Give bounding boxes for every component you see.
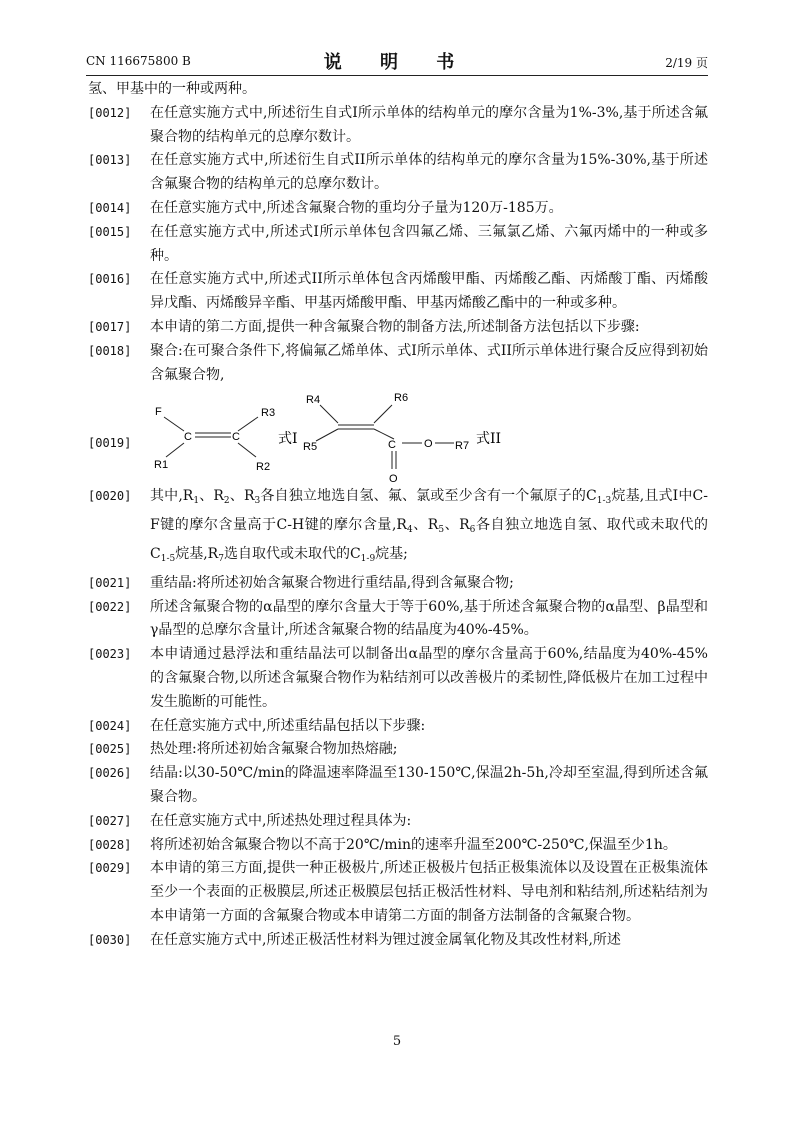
header-rule [86,75,708,76]
paragraph-number: [0024] [88,718,132,733]
atom-R1: R1 [154,459,169,472]
paragraph-text: 在任意实施方式中,所述重结晶包括以下步骤: [150,717,426,734]
paragraph-text: 在任意实施方式中,所述含氟聚合物的重均分子量为120万-185万。 [150,199,563,216]
paragraph-number: [0013] [88,153,132,168]
paragraph-number: [0029] [88,861,132,876]
atom-C: C [232,431,240,444]
atom-R3: R3 [261,407,276,420]
paragraph-text: 在任意实施方式中,所述正极活性材料为锂过渡金属氧化物及其改性材料,所述 [150,931,621,948]
paragraph-0014 [88,197,708,221]
atom-R6: R6 [394,392,409,405]
atom-R5: R5 [303,441,318,454]
atom-R7: R7 [455,440,470,453]
paragraph-number: [0018] [88,343,132,358]
bond-line [374,429,394,439]
label-formula-I: 式I [278,431,298,448]
paragraph-number: [0021] [88,575,132,590]
paragraph-0030 [88,929,708,953]
paragraph-text: 在任意实施方式中,所述衍生自式I所示单体的结构单元的摩尔含量为1%-3%,基于所述含氟聚合物的结构单元的总摩尔数计。 [150,104,708,145]
paragraph-text: 在任意实施方式中,所述式I所示单体包含四氟乙烯、三氟氯乙烯、六氟丙烯中的一种或多种。 [150,223,708,264]
page-indicator: 2/19 页 [665,56,708,70]
atom-O: O [424,438,433,451]
paragraph-text: 所述含氟聚合物的α晶型的摩尔含量大于等于60%,基于所述含氟聚合物的α晶型、β晶型和γ晶型的总摩尔含量计,所述含氟聚合物的结晶度为40%-45%。 [150,598,708,639]
paragraph-0029 [88,857,708,928]
paragraph-number: [0027] [88,813,132,828]
bond-line [238,417,258,431]
paragraph-0026 [88,762,708,810]
paragraph-number: [0030] [88,932,132,947]
paragraph-number: [0023] [88,647,132,662]
paragraph-number: [0020] [88,489,132,504]
paragraph-text: 重结晶:将所述初始含氟聚合物进行重结晶,得到含氟聚合物; [150,574,514,591]
bond-line [320,405,338,423]
paragraph-number: [0025] [88,742,132,757]
structural-formula [148,389,618,485]
atom-R2: R2 [256,461,271,474]
atom-C: C [388,439,396,452]
bond-line [316,429,338,441]
bond-line [166,443,184,457]
atom-C: C [184,431,192,444]
paragraph-text: 将所述初始含氟聚合物以不高于20℃/min的速率升温至200℃-250℃,保温至少1h。 [150,836,677,853]
paragraph-0028 [88,834,708,858]
paragraph-text: 本申请的第三方面,提供一种正极极片,所述正极极片包括正极集流体以及设置在正极集流体至少一个表面的正极膜层,所述正极膜层包括正极活性材料、导电剂和粘结剂,所述粘结剂为本申请第一方面的含氟聚合物或本申请第二方面的制备方法制备的含氟聚合物。 [150,860,708,924]
paragraph-number: [0015] [88,224,132,239]
bond-line [238,443,256,457]
bond-line [164,417,184,431]
paragraph-text: 聚合:在可聚合条件下,将偏氟乙烯单体、式I所示单体、式II所示单体进行聚合反应得到初始含氟聚合物, [150,342,708,383]
paragraph-number: [0019] [88,436,132,451]
paragraph-0016 [88,268,708,316]
paragraph-number: [0028] [88,837,132,852]
patent-number: CN 116675800 B [86,54,191,68]
paragraph-0015 [88,221,708,269]
paragraph-0013 [88,149,708,197]
paragraph-text: 结晶:以30-50℃/min的降温速率降温至130-150℃,保温2h-5h,冷却至室温,得到所述含氟聚合物。 [150,765,708,805]
document-body [88,78,708,953]
paragraph-text: 热处理:将所述初始含氟聚合物加热熔融; [150,741,398,758]
paragraph-0023 [88,643,708,714]
chemical-formula-block [88,389,708,485]
bond-line [374,405,392,423]
paragraph-number: [0014] [88,200,132,215]
paragraph-0025 [88,738,708,762]
page-number: 5 [392,1034,402,1049]
paragraph-text: 其中$,R_1$、$R_2$、$R_3$各自独立地选自氢、氟、氯或至少含有一个氟原子的$C_{1-3}$烷基,且式I中C-F键的摩尔含量高于C-H键的摩尔含量$,R_4$、$R_5$、$R_6$各自独立地选自氢、取代或未取代的$C_{1-5}$烷基$,R_7$选自取代或未取代的$C_{1-9}$烷基; [150,488,709,564]
continuation-text: 氢、甲基中的一种或两种。 [88,81,256,97]
document-title: 说 明 书 [323,52,471,73]
paragraph-text: 在任意实施方式中,所述热处理过程具体为: [150,812,412,829]
paragraph-0027 [88,810,708,834]
paragraph-0020 [88,485,708,571]
paragraph-number: [0012] [88,105,132,120]
page-header [86,48,708,74]
paragraph-0022 [88,596,708,644]
paragraph-text: 本申请通过悬浮法和重结晶法可以制备出α晶型的摩尔含量高于60%,结晶度为40%-45%的含氟聚合物,以所述含氟聚合物作为粘结剂可以改善极片的柔韧性,降低极片在加工过程中发生脆断的可能性。 [150,646,708,710]
atom-F: F [155,406,162,419]
paragraph-number: [0017] [88,319,132,334]
paragraph-number: [0026] [88,766,132,781]
atom-O: O [389,473,398,486]
paragraph-number: [0022] [88,599,132,614]
paragraph-0012 [88,102,708,150]
paragraph-0021 [88,572,708,596]
paragraph-text: 本申请的第二方面,提供一种含氟聚合物的制备方法,所述制备方法包括以下步骤: [150,318,640,335]
paragraph-0018 [88,340,708,388]
paragraph-number: [0016] [88,272,132,287]
paragraph-0024 [88,715,708,739]
atom-R4: R4 [306,394,321,407]
label-formula-II: 式II [476,431,502,448]
paragraph-0017 [88,316,708,340]
paragraph-text: 在任意实施方式中,所述式II所示单体包含丙烯酸甲酯、丙烯酸乙酯、丙烯酸丁酯、丙烯酸异戊酯、丙烯酸异辛酯、甲基丙烯酸甲酯、甲基丙烯酸乙酯中的一种或多种。 [150,271,708,312]
paragraph-text: 在任意实施方式中,所述衍生自式II所示单体的结构单元的摩尔含量为15%-30%,基于所述含氟聚合物的结构单元的总摩尔数计。 [150,152,708,193]
